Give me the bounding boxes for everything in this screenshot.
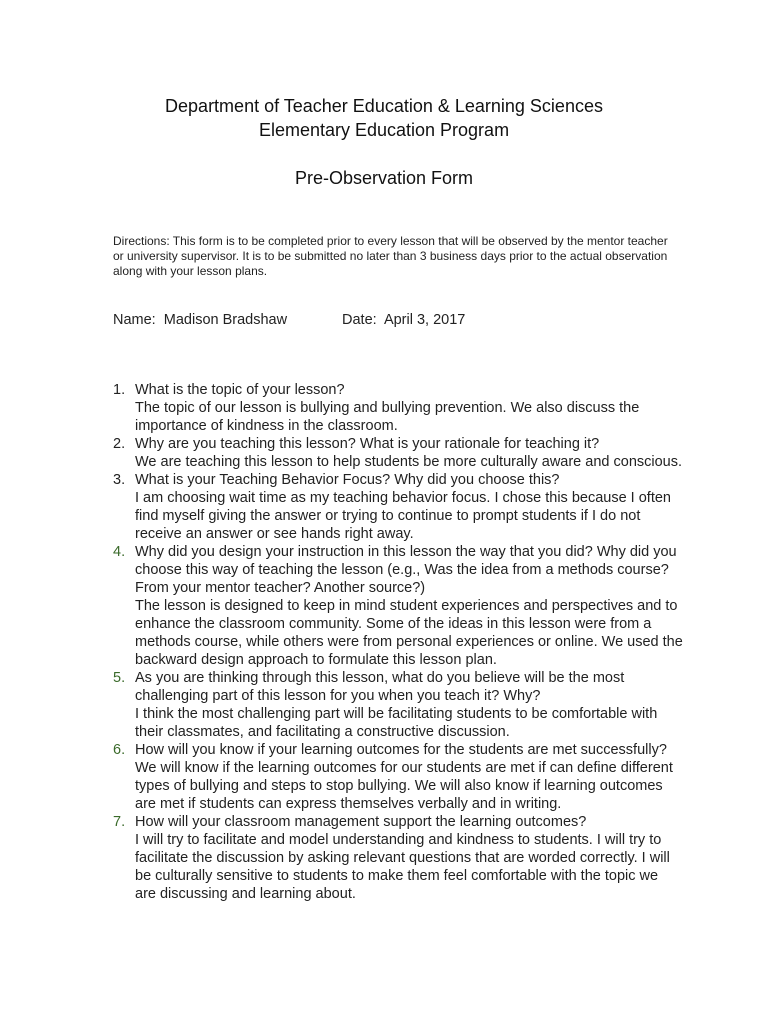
question-text: How will your classroom management support the learning outcomes? bbox=[135, 814, 587, 830]
question-number: 4. bbox=[113, 544, 126, 560]
answer-text: I am choosing wait time as my teaching behavior focus. I chose this because I often find myself giving the answer or trying to continue to prompt students if I do not receive an answer or see hands right away. bbox=[135, 490, 671, 542]
question-number: 3. bbox=[113, 472, 126, 488]
question-number: 1. bbox=[113, 382, 126, 398]
question-text: Why did you design your instruction in this lesson the way that you did? Why did you choose this way of teaching the lesson (e.g., Was the idea from a methods course? From your mentor teacher? Another source?) bbox=[135, 544, 677, 596]
answer-text: The lesson is designed to keep in mind student experiences and perspectives and to enhance the classroom community. Some of the ideas in this lesson were from a methods course, while others were from personal experiences or online. We used the backward design approach to formulate this lesson plan. bbox=[135, 598, 683, 668]
question-text: What is your Teaching Behavior Focus? Why did you choose this? bbox=[135, 472, 560, 488]
question-item-2 bbox=[113, 435, 683, 471]
name-label: Name: bbox=[113, 312, 156, 328]
directions-text: Directions: This form is to be completed prior to every lesson that will be observed by the mentor teacher or university supervisor. It is to be submitted no later than 3 business days prior to the actual observation along with your lesson plans. bbox=[113, 234, 668, 278]
answer-text: We are teaching this lesson to help students be more culturally aware and conscious. bbox=[135, 454, 683, 470]
answer-text: I think the most challenging part will be facilitating students to be comfortable with their classmates, and facilitating a constructive discussion. bbox=[135, 706, 658, 740]
date-label: Date: bbox=[342, 312, 377, 328]
question-list bbox=[113, 381, 683, 903]
question-number: 6. bbox=[113, 742, 126, 758]
question-number: 5. bbox=[113, 670, 126, 686]
department-heading: Department of Teacher Education & Learning Sciences bbox=[165, 96, 603, 116]
question-text: As you are thinking through this lesson, what do you believe will be the most challenging part of this lesson for you when you teach it? Why? bbox=[135, 670, 625, 704]
answer-text: I will try to facilitate and model understanding and kindness to students. I will try to facilitate the discussion by asking relevant questions that are worded correctly. I will be culturally sensitive to students to make them feel comfortable with the topic we are discussing and learning about. bbox=[135, 832, 670, 902]
name-field bbox=[113, 310, 287, 330]
date-field bbox=[342, 310, 465, 330]
question-text: Why are you teaching this lesson? What is your rationale for teaching it? bbox=[135, 436, 600, 452]
question-text: How will you know if your learning outcomes for the students are met successfully? bbox=[135, 742, 667, 758]
question-item-1 bbox=[113, 381, 683, 435]
question-number: 2. bbox=[113, 436, 126, 452]
question-item-4 bbox=[113, 543, 683, 669]
date-value: April 3, 2017 bbox=[383, 312, 466, 328]
question-item-7 bbox=[113, 813, 683, 903]
question-number: 7. bbox=[113, 814, 126, 830]
question-item-3 bbox=[113, 471, 683, 543]
form-title: Pre-Observation Form bbox=[294, 168, 474, 188]
question-item-6 bbox=[113, 741, 683, 813]
question-item-5 bbox=[113, 669, 683, 741]
answer-text: The topic of our lesson is bullying and bullying prevention. We also discuss the importance of kindness in the classroom. bbox=[135, 400, 640, 434]
program-heading: Elementary Education Program bbox=[258, 120, 510, 140]
answer-text: We will know if the learning outcomes for our students are met if can define different types of bullying and steps to stop bullying. We will also know if learning outcomes are met if students can express themselves verbally and in writing. bbox=[135, 760, 673, 812]
name-value: Madison Bradshaw bbox=[163, 312, 288, 328]
question-text: What is the topic of your lesson? bbox=[135, 382, 345, 398]
